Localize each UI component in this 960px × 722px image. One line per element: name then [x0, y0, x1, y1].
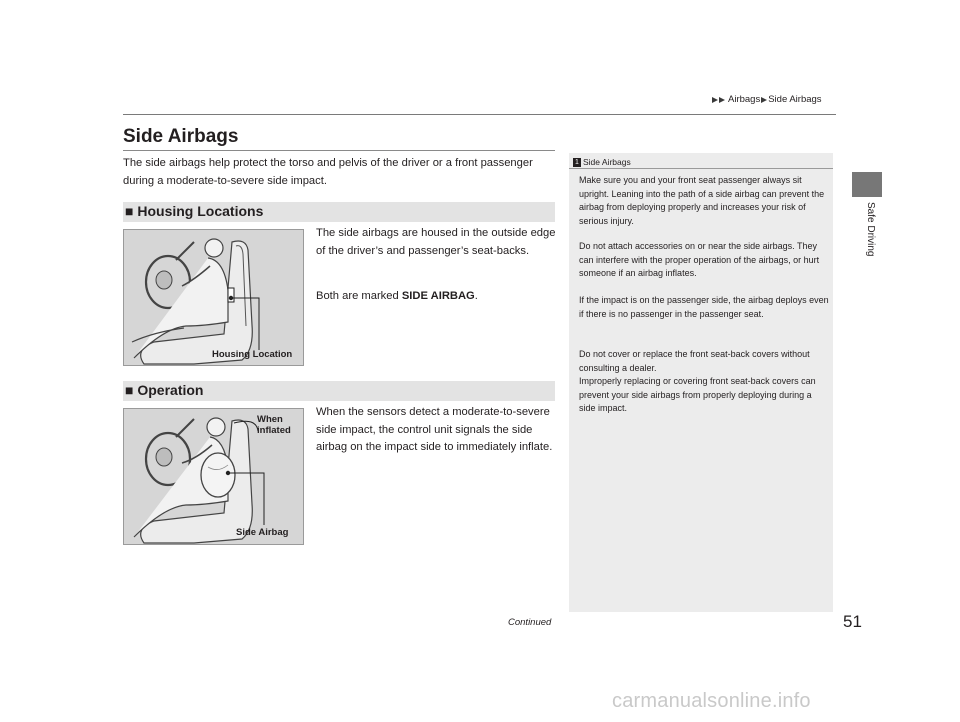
- side-note-heading: [573, 157, 631, 167]
- figure-label: Housing Location: [212, 349, 293, 360]
- intro-text: The side airbags help protect the torso and pelvis of the driver or a front passenger during a moderate-to-severe side impact.: [123, 157, 533, 187]
- watermark: carmanualsonline.info: [612, 690, 811, 712]
- side-note-paragraph: Do not cover or replace the front seat-back covers without consulting a dealer. Improperly replacing or covering front seat-back covers can prevent your side airbags from properly deploying during a side impact.: [579, 349, 816, 413]
- arrow-icon: [712, 97, 718, 103]
- figure-label-bottom: Side Airbag: [236, 527, 289, 538]
- section-heading-operation: ■ Operation: [125, 382, 204, 398]
- operation-figure: [123, 408, 304, 545]
- section-tab-marker: [852, 172, 882, 197]
- arrow-icon: [719, 97, 725, 103]
- section-heading-housing: ■ Housing Locations: [125, 203, 264, 219]
- side-note-divider: [569, 168, 833, 169]
- operation-paragraph: When the sensors detect a moderate-to-severe side impact, the control unit signals the side airbag on the impact side to immediately inflate.: [316, 406, 553, 453]
- section-tab-label: Safe Driving: [865, 202, 876, 257]
- breadcrumb-item[interactable]: Side Airbags: [768, 94, 822, 105]
- breadcrumb-item[interactable]: Airbags: [728, 94, 761, 105]
- side-note-title: Side Airbags: [583, 157, 631, 167]
- seat-illustration-icon: [124, 230, 303, 365]
- page-title: Side Airbags: [123, 126, 239, 147]
- housing-location-figure: [123, 229, 304, 366]
- section-tab: [864, 202, 876, 282]
- page-number: 51: [843, 612, 862, 631]
- title-divider: [123, 150, 555, 151]
- header-divider: [123, 114, 836, 115]
- side-note-paragraph: If the impact is on the passenger side, the airbag deploys even if there is no passenger in the passenger seat.: [579, 295, 829, 319]
- arrow-icon: [761, 97, 767, 103]
- continued-label: Continued: [508, 617, 552, 628]
- side-note-paragraph: Do not attach accessories on or near the side airbags. They can interfere with the proper operation of the airbags, or hurt someone if an airbag inflates.: [579, 241, 820, 278]
- note-number-badge: 1: [573, 158, 581, 167]
- housing-marking-text: Both are marked SIDE AIRBAG.: [316, 290, 478, 302]
- breadcrumb: [712, 94, 822, 105]
- side-note-paragraph: Make sure you and your front seat passenger always sit upright. Leaning into the path of a side airbag can prevent the airbag from deploying properly and increases your risk of serious injury.: [579, 175, 825, 226]
- figure-label-top: When inflated: [257, 414, 291, 436]
- housing-paragraph: The side airbags are housed in the outside edge of the driver’s and passenger’s seat-backs.: [316, 227, 556, 257]
